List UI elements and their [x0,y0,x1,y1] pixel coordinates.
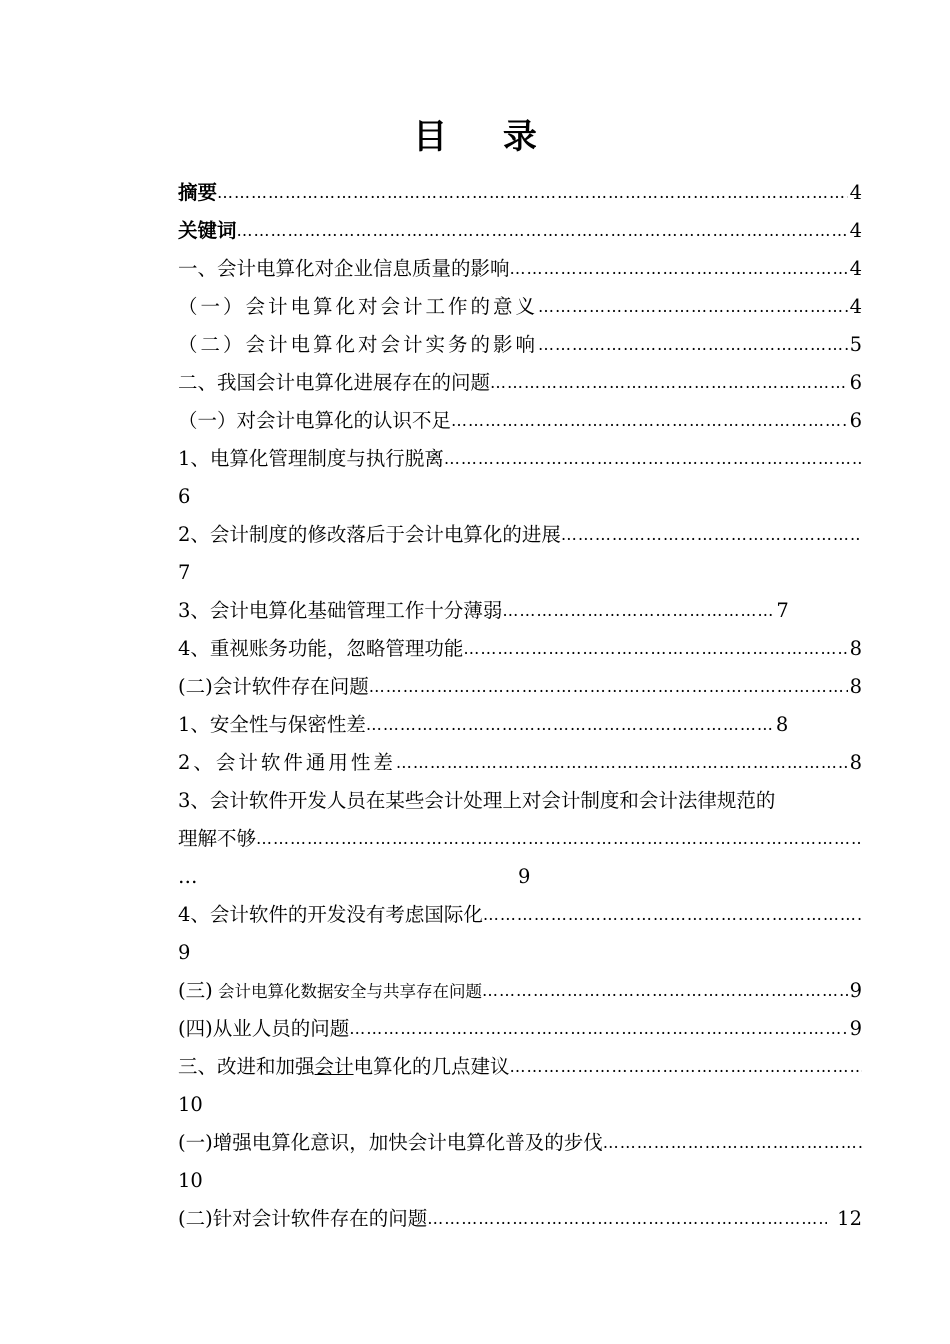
toc-page-number: 7 [178,561,191,584]
toc-entry-page-line [178,1162,862,1200]
toc-entry-label: （二）会计电算化对会计实务的影响 [178,333,539,356]
toc-entry-label: （一）会计电算化对会计工作的意义 [178,295,539,318]
toc-page-number: 7 [776,599,789,622]
leader-dots [444,440,862,478]
leader-dots [366,706,774,744]
toc-entry-label: 3、会计软件开发人员在某些会计处理上对会计制度和会计法律规范的 [178,789,776,812]
toc-page-number: 5 [849,333,862,356]
leader-dots [349,1010,847,1048]
toc-entry-label: 1、安全性与保密性差 [178,713,366,736]
toc-entry-label: 一、会计电算化对企业信息质量的影响 [178,257,510,280]
toc-entry-label: (四)从业人员的问题 [178,1017,350,1040]
toc-entry-label: 2、会计制度的修改落后于会计电算化的进展 [178,523,561,546]
toc-page-number: 6 [849,371,862,394]
leader-dots [510,1048,862,1086]
toc-page-number: 8 [849,637,862,660]
toc-entry-label [178,972,482,1010]
toc-entry-label: (一)增强电算化意识，加快会计电算化普及的步伐 [178,1131,603,1154]
toc-entry-label: 关键词 [178,219,237,242]
leader-dots [463,630,847,668]
toc-entry[interactable] [178,668,862,706]
leader-dots [561,516,862,554]
toc-page-number: 9 [849,979,862,1002]
toc-page-number: 10 [178,1093,203,1116]
toc-entry[interactable] [178,516,862,554]
toc-entry-page-line [178,554,862,592]
toc-entry[interactable] [178,174,862,212]
toc-entry-label: (二)会计软件存在问题 [178,675,369,698]
toc-page-number: 6 [178,485,191,508]
toc-page-number: 9 [518,865,531,888]
toc-entry[interactable] [178,706,862,744]
toc-entry[interactable] [178,364,862,402]
toc-entry[interactable] [178,782,862,820]
toc-page-number: 4 [849,295,862,318]
toc-page-number: 8 [775,713,789,736]
toc-entry-label [178,1048,510,1086]
toc-entry-label-text: 会计电算化数据安全与共享存在问题 [217,981,482,1001]
toc-page-number: 8 [849,675,862,698]
toc-page-number: 4 [849,257,862,280]
leader-dots [510,250,848,288]
toc-entry-label: 1、电算化管理制度与执行脱离 [178,447,444,470]
toc-page-number: 9 [178,941,191,964]
toc-entry[interactable] [178,972,862,1010]
toc-entry-label: 摘要 [178,181,218,204]
toc-entry-label: 二、我国会计电算化进展存在的问题 [178,371,491,394]
toc-page-number: 10 [178,1169,203,1192]
toc-entry[interactable] [178,402,862,440]
toc-entry[interactable] [178,744,862,782]
toc-entry[interactable] [178,1010,862,1048]
toc-entry[interactable] [178,288,862,326]
toc-entry[interactable] [178,1048,862,1086]
leader-dots [369,668,848,706]
toc-entry[interactable] [178,440,862,478]
leader-dots [482,972,848,1010]
leader-dots [490,364,848,402]
toc-entry-label-part: 三、改进和加强 [178,1055,315,1078]
toc-entry[interactable] [178,630,862,668]
page-title: 目 录 [413,117,559,157]
toc-entry-label-underlined: 会计 [314,1055,354,1078]
leader-dots [483,896,862,934]
toc-entry-label: 4、会计软件的开发没有考虑国际化 [178,903,483,926]
leader-dots-tail: … [178,865,198,888]
toc-entry-label: 3、会计电算化基础管理工作十分薄弱 [178,599,503,622]
toc-entry-label: （一）对会计电算化的认识不足 [178,409,452,432]
toc-entry-prefix: (三) [178,978,213,1002]
toc-entry[interactable] [178,212,862,250]
toc-entry[interactable] [178,592,862,630]
toc-page-number: 8 [849,751,862,774]
toc-entry[interactable] [178,1200,862,1238]
leader-dots [256,820,862,858]
toc-entry-page-line [178,934,862,972]
toc-page-number: 4 [849,181,862,204]
table-of-contents [178,174,862,1238]
leader-dots [502,592,774,630]
toc-page-number: 9 [849,1017,862,1040]
toc-entry-label: (二)针对会计软件存在的问题 [178,1207,428,1230]
toc-page-number: 4 [849,219,862,242]
toc-page-number: 6 [849,409,862,432]
toc-entry[interactable] [178,896,862,934]
toc-entry-continuation [178,820,862,858]
leader-dots [217,174,848,212]
toc-entry[interactable] [178,326,862,364]
toc-entry[interactable] [178,250,862,288]
leader-dots [538,326,848,364]
toc-entry-label-part: 电算化的几点建议 [353,1055,510,1078]
leader-dots [427,1200,827,1238]
toc-entry[interactable] [178,1124,862,1162]
leader-dots [538,288,848,326]
toc-page-number: 12 [837,1207,862,1230]
toc-entry-page-line [178,1086,862,1124]
leader-dots [603,1124,862,1162]
toc-entry-label-continuation: 理解不够 [178,827,257,850]
toc-entry-label: 4、重视账务功能，忽略管理功能 [178,637,464,660]
toc-entry-page-line [178,858,862,896]
leader-dots [237,212,848,250]
leader-dots [396,744,848,782]
leader-dots [451,402,848,440]
toc-entry-page-line [178,478,862,516]
toc-entry-label: 2、会计软件通用性差 [178,751,396,774]
